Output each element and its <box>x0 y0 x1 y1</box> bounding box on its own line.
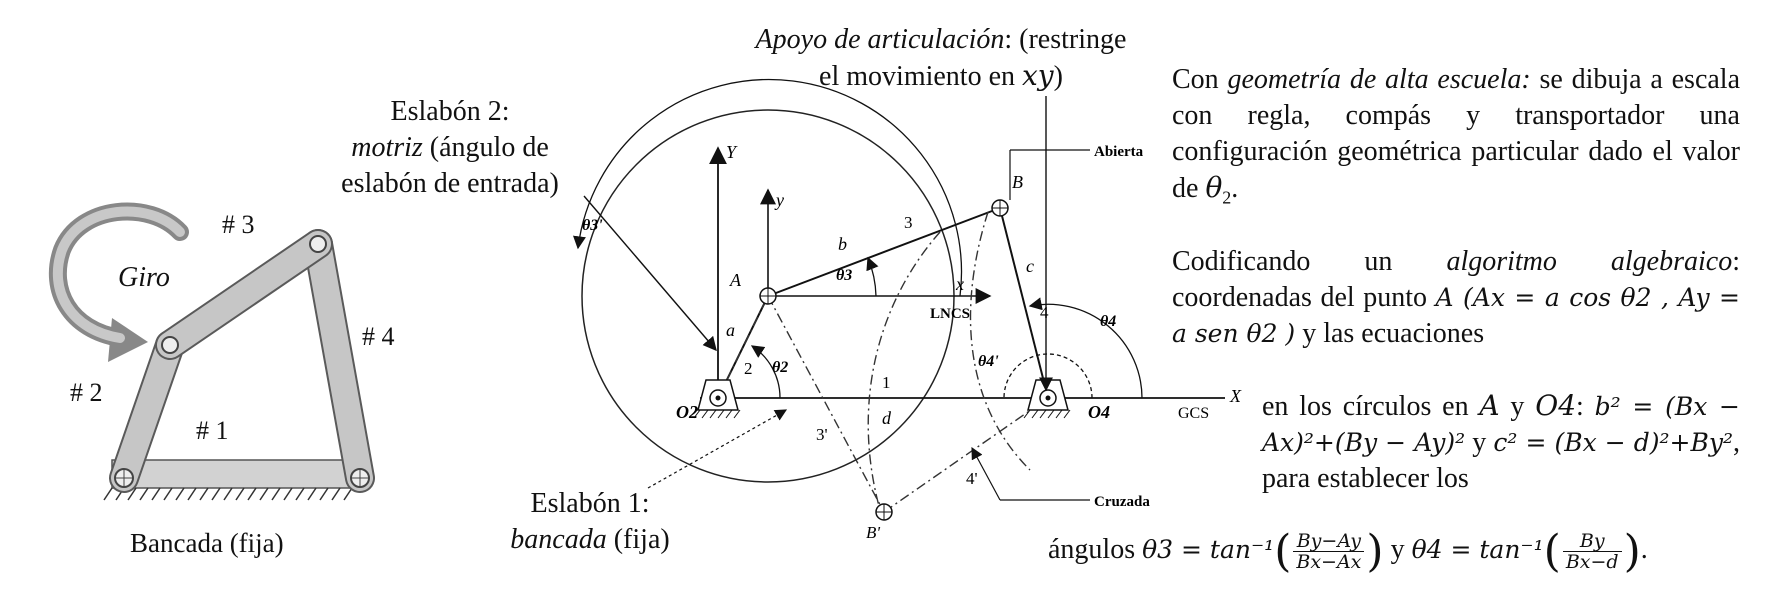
ground-hatch <box>104 488 352 500</box>
joint-A <box>760 288 776 304</box>
p2-a: Codificando un <box>1172 246 1447 277</box>
annot-link1 <box>470 486 710 558</box>
p3-eq2: c² = (Bx − d)²+By² <box>1493 428 1734 457</box>
arc-theta3p <box>578 79 962 296</box>
arc-theta3 <box>868 258 876 296</box>
leader-link2 <box>584 196 716 350</box>
p4-y: y <box>1383 533 1412 565</box>
p3-A: A <box>1479 389 1500 422</box>
p2-italic: algoritmo algebraico <box>1446 246 1733 277</box>
annot-link2 <box>300 94 600 202</box>
p3-end: , para establecer los <box>1262 427 1741 494</box>
lbl-d: d <box>882 408 891 428</box>
annot-pivot: Apoyo de articulación: (restringe el movimiento en xy) <box>755 24 1127 92</box>
p4-end: . <box>1640 533 1648 565</box>
p3-eq1: b² = (Bx − Ax)²+(By − Ay)² <box>1262 392 1741 457</box>
annot-pivot-xy: xy <box>1022 59 1054 92</box>
leader-link1 <box>648 410 786 488</box>
annot-pivot-line2: el movimiento en <box>819 61 1023 92</box>
lbl-c: c <box>1026 256 1034 276</box>
support-O2 <box>694 380 740 418</box>
lbl-gcs: GCS <box>1178 405 1210 422</box>
p4-num1: By−Ay <box>1293 531 1364 552</box>
label-rotation: Giro <box>118 262 170 293</box>
lbl-3: 3 <box>904 213 913 232</box>
pin-B <box>310 236 326 252</box>
p3-O4: O4 <box>1535 389 1577 422</box>
lbl-cruzada: Cruzada <box>1094 494 1150 510</box>
p1-end: . <box>1231 173 1239 204</box>
lbl-theta3p: θ3' <box>582 217 603 234</box>
annot-link2-italic: motriz <box>351 132 423 163</box>
annot-pivot-italic: Apoyo de articulación <box>755 24 1005 55</box>
lbl-X: X <box>1230 386 1241 406</box>
label-link-3: # 3 <box>222 210 255 239</box>
lbl-theta2: θ2 <box>772 359 789 376</box>
annot-link2-rest: (ángulo de <box>422 132 549 163</box>
lbl-1: 1 <box>882 373 891 392</box>
text-angles: ángulos θ3 = tan⁻¹( $\frac{By-Ay}{Bx-Ax}$ ) y θ4 = tan⁻¹( $\frac{By}{Bx-d}$ ). <box>1048 526 1648 577</box>
p4-a: ángulos <box>1048 533 1143 565</box>
p3-y2: y <box>1465 427 1494 458</box>
joint-Bp <box>876 504 892 520</box>
lbl-Y: Y <box>726 142 737 162</box>
lbl-2: 2 <box>744 359 753 378</box>
annot-pivot-rest: : (restringe <box>1004 24 1127 55</box>
label-link-2: # 2 <box>70 378 103 407</box>
lbl-O2: O2 <box>676 402 698 422</box>
annot-link1-italic: bancada <box>510 524 607 555</box>
lbl-a: a <box>726 320 735 340</box>
annot-link1-title: Eslabón 1: <box>530 488 650 519</box>
lbl-y: y <box>776 190 784 210</box>
lbl-theta4p: θ4' <box>978 353 999 370</box>
lbl-A: A <box>730 270 741 290</box>
p4-num2: By <box>1563 531 1622 552</box>
p2-c: y las ecuaciones <box>1295 318 1485 349</box>
lbl-Bp: B' <box>866 523 881 542</box>
annot-link2-title: Eslabón 2: <box>390 96 510 127</box>
link-2 <box>124 345 170 478</box>
link-b <box>768 208 1000 296</box>
p2-math1: A (Ax = a cos θ2 , Ay = a sen θ2 ) <box>1172 283 1740 348</box>
text-circles <box>1262 388 1740 497</box>
lbl-4: 4 <box>1040 303 1049 322</box>
pin-A <box>162 337 178 353</box>
lbl-3p: 3' <box>816 425 828 444</box>
p4-eq2: θ4 = tan⁻¹ <box>1411 534 1544 564</box>
support-O4 <box>1024 380 1070 418</box>
p1-b: se dibuja a escala con regla, compás y transportador una configuración geométrica particular dado el valor de <box>1172 64 1740 204</box>
link-4 <box>318 244 360 478</box>
p2-b: : coordenadas del punto <box>1172 246 1740 313</box>
pin-O4 <box>351 469 369 487</box>
p4-den1: Bx−Ax <box>1296 551 1362 573</box>
annot-link1-rest: (fija) <box>606 524 670 555</box>
p1-italic: geometría de alta escuela: <box>1227 64 1531 95</box>
lbl-lncs: LNCS <box>930 306 971 322</box>
pin-O2 <box>115 469 133 487</box>
joint-B <box>992 200 1008 216</box>
lbl-x-local: x <box>956 274 964 294</box>
lbl-theta4: θ4 <box>1100 313 1117 330</box>
p1-a: Con <box>1172 64 1228 95</box>
ground-link <box>112 460 357 488</box>
p3-colon: : <box>1576 391 1595 422</box>
lbl-4p: 4' <box>966 469 978 488</box>
fraction-theta4 <box>1563 531 1622 572</box>
p4-den2: Bx−d <box>1565 551 1619 573</box>
lbl-b: b <box>838 234 847 254</box>
p3-a: en los círculos en <box>1262 391 1480 422</box>
fraction-theta3 <box>1293 531 1364 572</box>
four-bar-illustration <box>0 0 480 600</box>
label-link-4: # 4 <box>362 322 395 351</box>
p1-sub: 2 <box>1222 187 1232 208</box>
lbl-abierta: Abierta <box>1094 144 1144 160</box>
p3-y: y <box>1499 391 1536 422</box>
label-link-1: # 1 <box>196 416 229 445</box>
lbl-theta3: θ3 <box>836 267 853 284</box>
annot-link2-line3: eslabón de entrada) <box>341 168 559 199</box>
text-algorithm <box>1172 244 1740 352</box>
lbl-B: B <box>1012 172 1023 192</box>
link-3 <box>170 244 318 345</box>
text-geometry <box>1172 62 1740 216</box>
lbl-O4: O4 <box>1088 402 1110 422</box>
label-ground-fixed: Bancada (fija) <box>130 528 284 558</box>
p1-theta: θ <box>1205 171 1223 204</box>
p4-eq1: θ3 = tan⁻¹ <box>1142 534 1275 564</box>
